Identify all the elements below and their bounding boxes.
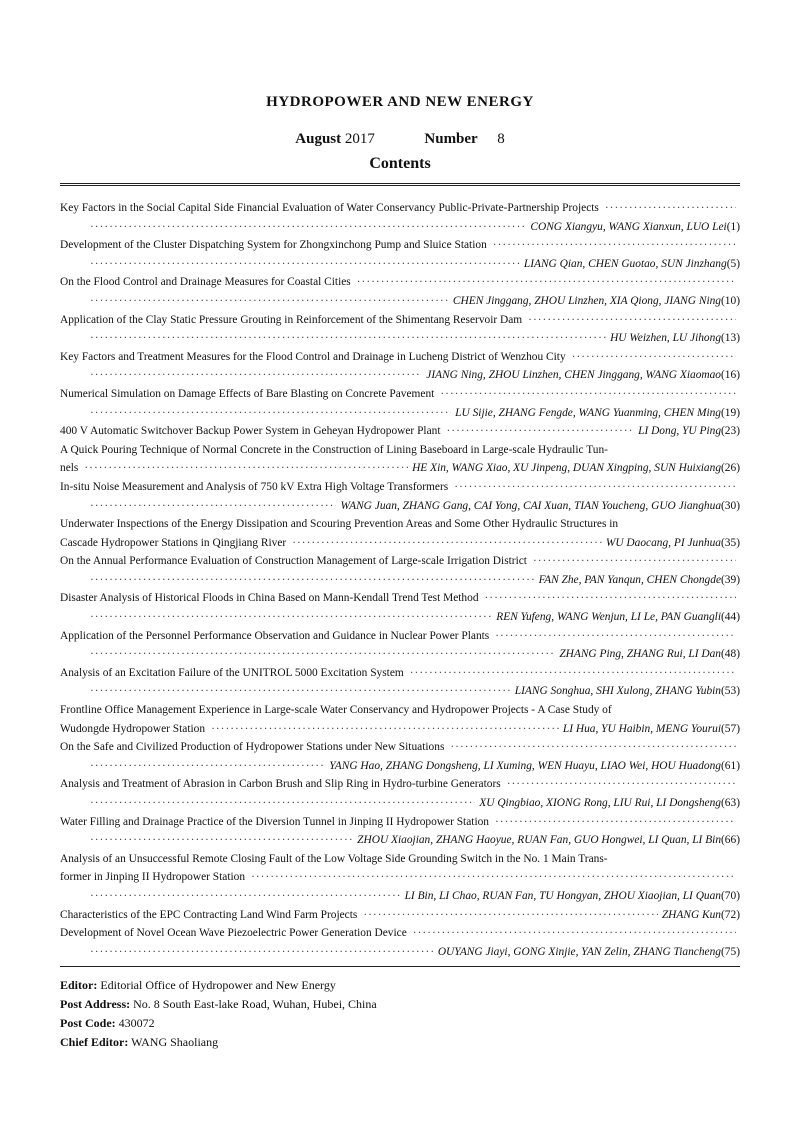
article-title-continued: nels [60,462,79,475]
page-number: (10) [721,294,740,307]
article-authors: ZHANG Ping, ZHANG Rui, LI Dan [559,648,722,661]
article-authors: YANG Hao, ZHANG Dongsheng, LI Xuming, WEN Huayu, LIAO Wei, HOU Huadong [329,759,722,772]
top-rule [60,183,740,186]
toc-line [60,701,740,720]
number-label: Number [424,131,478,147]
page-number: (35) [721,536,740,549]
page-number: (70) [721,889,740,902]
dot-leader [454,478,736,497]
toc-entry [60,589,740,626]
page-number: (61) [721,759,740,772]
toc-entry [60,199,740,236]
address-row [60,995,740,1014]
article-title: In-situ Noise Measurement and Analysis of 750 kV Extra High Voltage Transformers [60,480,449,493]
article-authors: FAN Zhe, PAN Yanqun, CHEN Chongde [538,573,722,586]
article-title: A Quick Pouring Technique of Normal Concrete in the Construction of Lining Baseboard in Large-scale Hydraulic Tun- [60,443,608,456]
year: 2017 [344,131,375,147]
dot-leader [605,199,736,218]
editorial-info [60,976,740,1052]
page-number: (5) [726,257,740,270]
toc-author-line [60,682,740,701]
toc-line [60,348,740,367]
page-number: (13) [721,332,740,345]
dot-leader [251,868,736,887]
article-authors: LI Dong, YU Ping [638,425,722,438]
dot-leader [450,738,736,757]
article-title-continued: former in Jinping II Hydropower Station [60,871,246,884]
dot-leader [90,329,606,348]
dot-leader [90,831,353,850]
toc-line [60,589,740,608]
dot-leader [90,571,535,590]
dot-leader [90,887,401,906]
toc-entry [60,311,740,348]
article-title: Application of the Clay Static Pressure Grouting in Reinforcement of the Shimentang Reservoir Dam [60,313,523,326]
toc-author-line [60,794,740,813]
page-number: (72) [721,908,740,921]
dot-leader [211,720,559,739]
article-authors: LI Bin, LI Chao, RUAN Fan, TU Hongyan, ZHOU Xiaojian, LI Quan [404,889,722,902]
page-number: (57) [721,722,740,735]
article-title: Disaster Analysis of Historical Floods in China Based on Mann-Kendall Trend Test Method [60,592,479,605]
page-number: (48) [721,648,740,661]
dot-leader [572,348,736,367]
dot-leader [90,682,511,701]
page-number: (44) [721,611,740,624]
article-authors: WANG Juan, ZHANG Gang, CAI Yong, CAI Xuan, TIAN Youcheng, GUO Jianghua [340,499,722,512]
issue-number: 8 [497,131,505,147]
page-number: (75) [721,945,740,958]
toc-line [60,441,740,460]
article-authors: LIANG Qian, CHEN Guotao, SUN Jinzhang [523,257,727,270]
article-title: Numerical Simulation on Damage Effects of Bare Blasting on Concrete Pavement [60,387,435,400]
page-number: (39) [721,573,740,586]
article-authors: LU Sijie, ZHANG Fengde, WANG Yuanming, CHEN Ming [455,406,722,419]
journal-title: HYDROPOWER AND NEW ENERGY [266,94,534,110]
article-title: Frontline Office Management Experience in Large-scale Water Conservancy and Hydropower Projects - A Case Study of [60,704,612,717]
toc-line [60,775,740,794]
article-title: Underwater Inspections of the Energy Dissipation and Scouring Prevention Areas and Some Other Hydraulic Structures in [60,518,619,531]
dot-leader [440,385,736,404]
editor-value: Editorial Office of Hydropower and New Energy [100,978,336,992]
postcode-label: Post Code: [60,1016,116,1030]
toc-entry [60,385,740,422]
dot-leader [90,608,492,627]
toc-line [60,664,740,683]
page-number: (63) [721,797,740,809]
article-title: Key Factors and Treatment Measures for the Flood Control and Drainage in Lucheng District of Wenzhou City [60,350,566,363]
chief-editor-label: Chief Editor: [60,1035,129,1049]
toc-entry [60,441,740,478]
issue-line [0,131,800,148]
article-title: Water Filling and Drainage Practice of the Diversion Tunnel in Jinping II Hydropower Station [60,815,489,828]
dot-leader [90,645,555,664]
dot-leader [363,906,658,925]
editor-row [60,976,740,995]
article-title: Analysis and Treatment of Abrasion in Carbon Brush and Slip Ring in Hydro-turbine Generators [60,778,501,791]
toc-author-line [60,497,740,516]
page-number: (53) [721,685,740,698]
toc-line [60,422,740,441]
dot-leader [292,534,602,553]
article-title: Characteristics of the EPC Contracting Land Wind Farm Projects [60,908,358,921]
dot-leader [410,664,736,683]
toc-author-line [60,218,740,237]
toc-line [60,924,740,943]
article-title-continued: Cascade Hydropower Stations in Qingjiang River [60,536,287,549]
toc-author-line [60,329,740,348]
page-number: (26) [721,462,740,475]
month-label: August [295,131,342,147]
article-authors: OUYANG Jiayi, GONG Xinjie, YAN Zelin, ZHANG Tiancheng [437,945,722,958]
toc-author-line [60,887,740,906]
article-authors: ZHOU Xiaojian, ZHANG Haoyue, RUAN Fan, GUO Hongwei, LI Quan, LI Bin [357,834,722,847]
article-title: Analysis of an Excitation Failure of the UNITROL 5000 Excitation System [60,666,404,679]
dot-leader [493,236,736,255]
article-authors: CHEN Jinggang, ZHOU Linzhen, XIA Qiong, JIANG Ning [452,294,722,307]
dot-leader [84,459,408,478]
toc-line [60,627,740,646]
article-authors: XU Qingbiao, XIONG Rong, LIU Rui, LI Dongsheng [479,797,722,809]
bottom-rule [60,966,740,967]
toc-entry [60,422,740,441]
toc-line [60,385,740,404]
page-number: (19) [721,406,740,419]
toc-entry [60,664,740,701]
toc-author-line [60,831,740,850]
postcode-row [60,1014,740,1033]
chief-editor-value: WANG Shaoliang [131,1035,219,1049]
article-authors: ZHANG Kun [661,908,722,921]
toc-author-line [60,943,740,962]
toc-line [60,478,740,497]
article-authors: REN Yufeng, WANG Wenjun, LI Le, PAN Guangli [496,611,722,624]
toc-line [60,515,740,534]
dot-leader [495,813,736,832]
toc-author-line [60,571,740,590]
article-title: Development of Novel Ocean Wave Piezoelectric Power Generation Device [60,927,407,940]
dot-leader [90,255,520,274]
toc-entry [60,924,740,961]
toc-line [60,720,740,739]
toc-author-line [60,645,740,664]
article-authors: JIANG Ning, ZHOU Linzhen, CHEN Jinggang, WANG Xiaomao [426,369,722,382]
article-title-continued: Wudongde Hydropower Station [60,722,206,735]
article-authors: CONG Xiangyu, WANG Xianxun, LUO Lei [530,220,727,233]
toc-entry [60,906,740,925]
toc-line [60,199,740,218]
dot-leader [90,497,336,516]
dot-leader [446,422,634,441]
page-number: (1) [726,220,740,233]
article-title: On the Safe and Civilized Production of Hydropower Stations under New Situations [60,741,445,754]
dot-leader [485,589,736,608]
page-number: (23) [721,425,740,438]
article-title: Key Factors in the Social Capital Side Financial Evaluation of Water Conservancy Public-Private-Partnership Projects [60,202,599,214]
toc-entry [60,627,740,664]
toc-entry [60,348,740,385]
toc-entry [60,701,740,738]
dot-leader [357,273,736,292]
chief-editor-row [60,1033,740,1052]
article-title: On the Annual Performance Evaluation of Construction Management of Large-scale Irrigation District [60,555,527,568]
article-title: Analysis of an Unsuccessful Remote Closing Fault of the Low Voltage Side Grounding Switch in the No. 1 Main Trans- [60,852,608,865]
article-title: On the Flood Control and Drainage Measures for Coastal Cities [60,276,351,289]
toc-entry [60,273,740,310]
toc-author-line [60,608,740,627]
dot-leader [90,366,422,385]
article-title: Application of the Personnel Performance Observation and Guidance in Nuclear Power Plants [60,629,490,642]
article-authors: LI Hua, YU Haibin, MENG Yourui [562,722,722,735]
page-number: (16) [721,369,740,382]
toc-entry [60,813,740,850]
dot-leader [90,943,434,962]
article-title: Development of the Cluster Dispatching System for Zhongxinchong Pump and Sluice Station [60,239,487,252]
article-authors: HU Weizhen, LU Jihong [610,332,722,345]
toc-entry [60,515,740,552]
toc-entry [60,775,740,812]
toc-entry [60,552,740,589]
dot-leader [90,218,526,237]
toc-entry [60,738,740,775]
toc-line [60,552,740,571]
dot-leader [495,627,736,646]
address-label: Post Address: [60,997,131,1011]
toc-author-line [60,366,740,385]
editor-label: Editor: [60,978,98,992]
toc-entry [60,850,740,906]
table-of-contents [60,199,740,961]
dot-leader [533,552,736,571]
toc-entry [60,478,740,515]
dot-leader [90,757,325,776]
article-title: 400 V Automatic Switchover Backup Power System in Geheyan Hydropower Plant [60,425,441,438]
page-number: (30) [721,499,740,512]
toc-line [60,534,740,553]
toc-line [60,738,740,757]
toc-line [60,813,740,832]
toc-line [60,236,740,255]
address-value: No. 8 South East-lake Road, Wuhan, Hubei, China [133,997,377,1011]
toc-author-line [60,255,740,274]
toc-author-line [60,292,740,311]
toc-line [60,273,740,292]
dot-leader [90,292,449,311]
dot-leader [90,404,451,423]
postcode-value: 430072 [118,1016,155,1030]
article-authors: WU Daocang, PI Junhua [605,536,722,549]
contents-title: Contents [369,155,431,172]
dot-leader [90,794,475,813]
article-authors: HE Xin, WANG Xiao, XU Jinpeng, DUAN Xingping, SUN Huixiang [412,462,722,475]
toc-line [60,850,740,869]
dot-leader [507,775,736,794]
article-authors: LIANG Songhua, SHI Xulong, ZHANG Yubin [514,685,722,698]
toc-author-line [60,757,740,776]
toc-line [60,459,740,478]
dot-leader [413,924,736,943]
toc-entry [60,236,740,273]
page-number: (66) [721,834,740,847]
toc-line [60,868,740,887]
toc-line [60,906,740,925]
dot-leader [528,311,736,330]
toc-author-line [60,404,740,423]
toc-line [60,311,740,330]
